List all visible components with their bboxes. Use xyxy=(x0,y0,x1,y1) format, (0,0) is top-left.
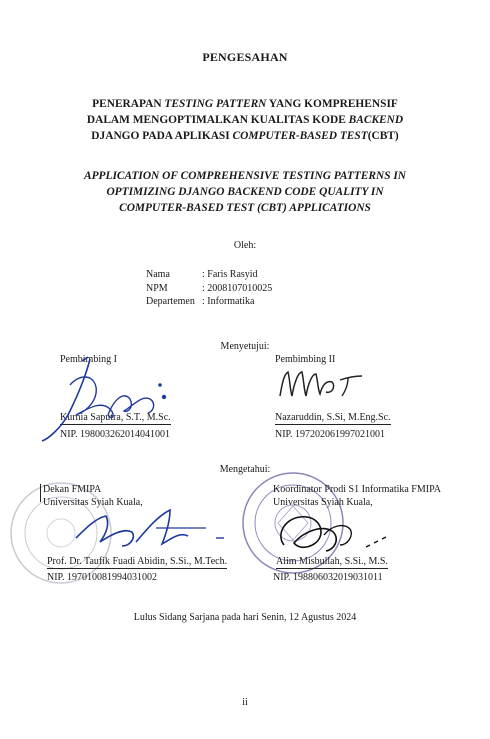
pembimbing2-label: Pembimbing II xyxy=(275,354,336,365)
mengetahui-label: Mengetahui: xyxy=(219,464,271,475)
pembimbing2-name: Nazaruddin, S.Si, M.Eng.Sc. xyxy=(275,412,391,423)
dekan-name: Prof. Dr. Taufik Fuadi Abidin, S.Si., M.Tech. xyxy=(47,556,228,567)
dekan-nip: NIP. 197010081994031002 xyxy=(47,572,158,583)
title-id-line2: DALAM MENGOPTIMALKAN KUALITAS KODE BACKEND xyxy=(86,114,404,126)
student-npm-row: NPM : 2008107010025 xyxy=(146,282,273,294)
koordinator-label: Koordinator Prodi S1 Informatika FMIPA xyxy=(273,484,441,495)
dekan-label: Dekan FMIPA xyxy=(43,484,102,495)
pembimbing2-nip: NIP. 197202061997021001 xyxy=(275,429,386,440)
page-number: ii xyxy=(242,697,248,708)
pembimbing1-nip: NIP. 198003262014041001 xyxy=(60,429,171,440)
title-en-line3: COMPUTER-BASED TEST (CBT) APPLICATIONS xyxy=(119,202,371,214)
oleh-label: Oleh: xyxy=(233,240,257,251)
dekan-margin-mark xyxy=(40,484,41,502)
title-id-line3: DJANGO PADA APLIKASI COMPUTER-BASED TEST(CBT) xyxy=(91,130,399,142)
title-en-line2: OPTIMIZING DJANGO BACKEND CODE QUALITY IN xyxy=(106,186,384,198)
menyetujui-label: Menyetujui: xyxy=(220,341,270,352)
title-english xyxy=(0,168,490,216)
koordinator-university: Universitas Syiah Kuala, xyxy=(273,497,373,508)
koordinator-nip: NIP. 198806032019031011 xyxy=(273,572,383,583)
title-indonesian xyxy=(0,96,490,144)
title-en-line1: APPLICATION OF COMPREHENSIVE TESTING PATTERNS IN xyxy=(83,170,407,182)
page-heading: PENGESAHAN xyxy=(202,50,288,64)
student-dept-row: Departemen : Informatika xyxy=(146,296,255,307)
graduation-statement: Lulus Sidang Sarjana pada hari Senin, 12 Agustus 2024 xyxy=(133,612,357,623)
title-id-line1: PENERAPAN TESTING PATTERN YANG KOMPREHENSIF xyxy=(92,98,398,110)
student-name-row: Nama : Faris Rasyid xyxy=(146,269,258,280)
student-info xyxy=(146,268,272,309)
dekan-signature xyxy=(66,498,236,558)
dekan-university: Universitas Syiah Kuala, xyxy=(43,497,143,508)
pembimbing1-label: Pembimbing I xyxy=(60,354,117,365)
pembimbing2-signature xyxy=(276,366,376,406)
pembimbing1-name: Kurnia Saputra, S.T., M.Sc. xyxy=(60,412,171,423)
pembimbing1-signature xyxy=(38,355,188,445)
koordinator-name: Alim Misbullah, S.Si., M.S. xyxy=(276,556,388,567)
